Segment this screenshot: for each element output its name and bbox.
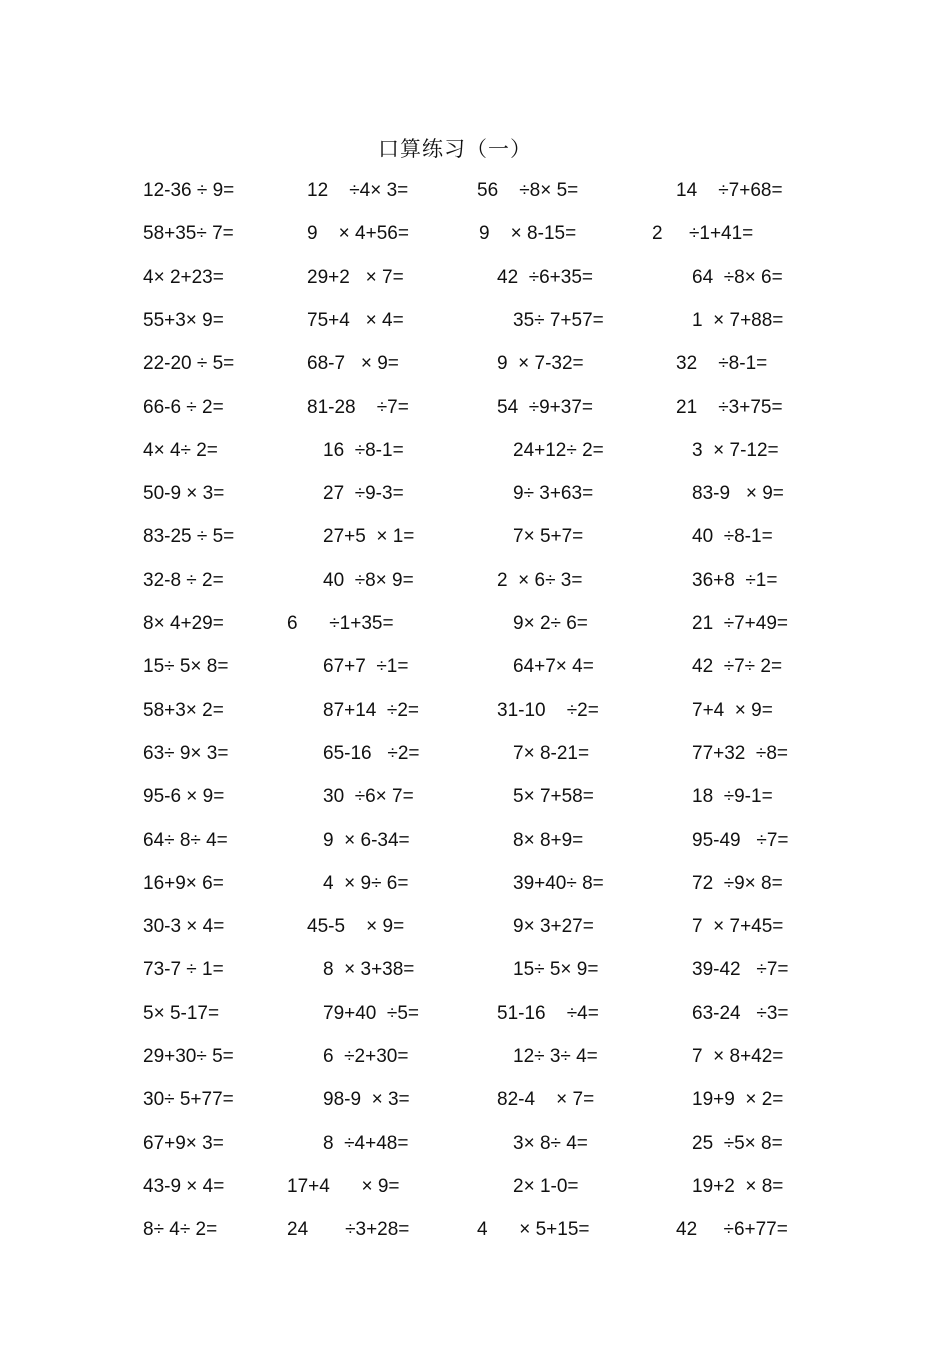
exercise-problem: 9 × 4+56= (307, 223, 409, 245)
exercise-row (0, 652, 950, 682)
exercise-problem: 83-9 × 9= (692, 483, 784, 505)
exercise-problem: 9× 2÷ 6= (513, 613, 588, 634)
exercise-problem: 12-36 ÷ 9= (143, 180, 235, 201)
exercise-problem: 67+9× 3= (143, 1132, 224, 1154)
exercise-row (0, 912, 950, 942)
exercise-problem: 63-24 ÷3= (692, 1002, 789, 1024)
exercise-problem: 8× 4+29= (143, 613, 224, 634)
exercise-problem: 25 ÷5× 8= (692, 1132, 783, 1154)
exercise-problem: 29+2 × 7= (307, 266, 404, 288)
exercise-row (0, 393, 950, 423)
exercise-problem: 83-25 ÷ 5= (143, 526, 235, 548)
exercise-row (0, 739, 950, 769)
exercise-problem: 4× 2+23= (143, 266, 224, 288)
exercise-row (0, 1172, 950, 1202)
exercise-problem: 51-16 ÷4= (497, 1002, 599, 1024)
exercise-problem: 81-28 ÷7= (307, 396, 409, 418)
exercise-problem: 2 × 6÷ 3= (497, 569, 583, 591)
exercise-problem: 42 ÷7÷ 2= (692, 656, 783, 678)
exercise-problem: 30-3 × 4= (143, 916, 225, 938)
exercise-problem: 4 × 5+15= (477, 1219, 590, 1241)
exercise-problem: 21 ÷3+75= (676, 396, 783, 418)
exercise-row (0, 522, 950, 552)
exercise-problem: 64÷ 8÷ 4= (143, 829, 228, 851)
exercise-problem: 2 ÷1+41= (652, 223, 754, 245)
exercise-row (0, 1129, 950, 1159)
exercise-problem: 82-4 × 7= (497, 1089, 595, 1111)
exercise-row (0, 176, 950, 206)
exercise-problem: 7× 8-21= (513, 742, 590, 764)
exercise-problem: 6 ÷1+35= (287, 613, 394, 634)
exercise-row (0, 219, 950, 249)
exercise-problem: 36+8 ÷1= (692, 569, 778, 591)
exercise-problem: 3× 8÷ 4= (513, 1132, 588, 1154)
exercise-problem: 95-49 ÷7= (692, 829, 789, 851)
exercise-row (0, 566, 950, 596)
exercise-row (0, 782, 950, 812)
exercise-problem: 42 ÷6+35= (497, 266, 594, 288)
exercise-problem: 87+14 ÷2= (323, 699, 420, 721)
exercise-problem: 68-7 × 9= (307, 353, 399, 375)
exercise-problem: 64+7× 4= (513, 656, 594, 678)
exercise-problem: 73-7 ÷ 1= (143, 959, 224, 981)
exercise-problem: 67+7 ÷1= (323, 656, 409, 678)
exercise-row (0, 349, 950, 379)
exercise-problem: 56 ÷8× 5= (477, 180, 579, 201)
exercise-problem: 39-42 ÷7= (692, 959, 789, 981)
exercise-problem: 29+30÷ 5= (143, 1046, 234, 1067)
exercise-row (0, 479, 950, 509)
exercise-row (0, 609, 950, 639)
exercise-problem: 1 × 7+88= (692, 309, 784, 331)
exercise-problem: 8 × 3+38= (323, 959, 415, 981)
exercise-problem: 4× 4÷ 2= (143, 439, 218, 461)
exercise-problem: 45-5 × 9= (307, 916, 405, 938)
exercise-problem: 6 ÷2+30= (323, 1046, 409, 1067)
exercise-problem: 42 ÷6+77= (676, 1219, 788, 1241)
exercise-problem: 27 ÷9-3= (323, 483, 404, 505)
exercise-problem: 21 ÷7+49= (692, 613, 789, 634)
exercise-problem: 30 ÷6× 7= (323, 786, 414, 808)
exercise-problem: 30÷ 5+77= (143, 1089, 234, 1111)
exercise-problem: 2× 1-0= (513, 1175, 579, 1197)
exercise-problem: 55+3× 9= (143, 309, 224, 331)
exercise-problem: 40 ÷8-1= (692, 526, 773, 548)
exercise-row (0, 696, 950, 726)
exercise-problem: 19+9 × 2= (692, 1089, 784, 1111)
exercise-problem: 35÷ 7+57= (513, 309, 604, 331)
exercise-problem: 16 ÷8-1= (323, 439, 404, 461)
exercise-problem: 17+4 × 9= (287, 1175, 400, 1197)
exercise-problem: 12 ÷4× 3= (307, 180, 409, 201)
exercise-problem: 7× 5+7= (513, 526, 584, 548)
exercise-problem: 65-16 ÷2= (323, 742, 420, 764)
exercise-row (0, 999, 950, 1029)
exercise-problem: 8÷ 4÷ 2= (143, 1219, 218, 1241)
exercise-problem: 50-9 × 3= (143, 483, 225, 505)
exercise-row (0, 436, 950, 466)
page-title: 口算练习（一） (378, 137, 532, 161)
exercise-problem: 64 ÷8× 6= (692, 266, 783, 288)
exercise-problem: 8× 8+9= (513, 829, 584, 851)
exercise-problem: 32 ÷8-1= (676, 353, 768, 375)
exercise-problem: 16+9× 6= (143, 872, 224, 894)
exercise-problem: 24+12÷ 2= (513, 439, 604, 461)
exercise-problem: 15÷ 5× 9= (513, 959, 599, 981)
exercise-problem: 58+3× 2= (143, 699, 224, 721)
exercise-row (0, 1085, 950, 1115)
exercise-problem: 7 × 8+42= (692, 1046, 784, 1067)
exercise-problem: 7+4 × 9= (692, 699, 773, 721)
exercise-problem: 39+40÷ 8= (513, 872, 604, 894)
exercise-problem: 72 ÷9× 8= (692, 872, 783, 894)
exercise-problem: 15÷ 5× 8= (143, 656, 229, 678)
exercise-problem: 9 × 7-32= (497, 353, 584, 375)
exercise-problem: 95-6 × 9= (143, 786, 225, 808)
exercise-problem: 75+4 × 4= (307, 309, 404, 331)
exercise-problem: 9÷ 3+63= (513, 483, 594, 505)
exercise-row (0, 306, 950, 336)
exercise-row (0, 869, 950, 899)
exercise-problem: 3 × 7-12= (692, 439, 779, 461)
exercise-problem: 24 ÷3+28= (287, 1219, 410, 1241)
exercise-problem: 98-9 × 3= (323, 1089, 410, 1111)
exercise-problem: 77+32 ÷8= (692, 742, 789, 764)
exercise-problem: 9 × 6-34= (323, 829, 410, 851)
exercise-row (0, 955, 950, 985)
exercise-row (0, 263, 950, 293)
exercise-problem: 9× 3+27= (513, 916, 594, 938)
exercise-problem: 5× 5-17= (143, 1002, 220, 1024)
exercise-problem: 54 ÷9+37= (497, 396, 594, 418)
exercise-problem: 43-9 × 4= (143, 1175, 225, 1197)
exercise-problem: 31-10 ÷2= (497, 699, 599, 721)
exercise-row (0, 1042, 950, 1072)
exercise-problem: 4 × 9÷ 6= (323, 872, 409, 894)
exercise-problem: 5× 7+58= (513, 786, 594, 808)
exercise-problem: 8 ÷4+48= (323, 1132, 409, 1154)
exercise-problem: 9 × 8-15= (479, 223, 577, 245)
exercise-problem: 63÷ 9× 3= (143, 742, 229, 764)
exercise-problem: 19+2 × 8= (692, 1175, 784, 1197)
exercise-row (0, 1215, 950, 1245)
exercise-problem: 40 ÷8× 9= (323, 569, 414, 591)
exercise-problem: 32-8 ÷ 2= (143, 569, 224, 591)
exercise-problem: 12÷ 3÷ 4= (513, 1046, 598, 1067)
exercise-problem: 18 ÷9-1= (692, 786, 773, 808)
exercise-problem: 7 × 7+45= (692, 916, 784, 938)
exercise-problem: 14 ÷7+68= (676, 180, 783, 201)
exercise-problem: 22-20 ÷ 5= (143, 353, 235, 375)
exercise-row (0, 826, 950, 856)
exercise-problem: 79+40 ÷5= (323, 1002, 420, 1024)
exercise-problem: 58+35÷ 7= (143, 223, 234, 245)
exercise-problem: 66-6 ÷ 2= (143, 396, 224, 418)
exercise-problem: 27+5 × 1= (323, 526, 415, 548)
